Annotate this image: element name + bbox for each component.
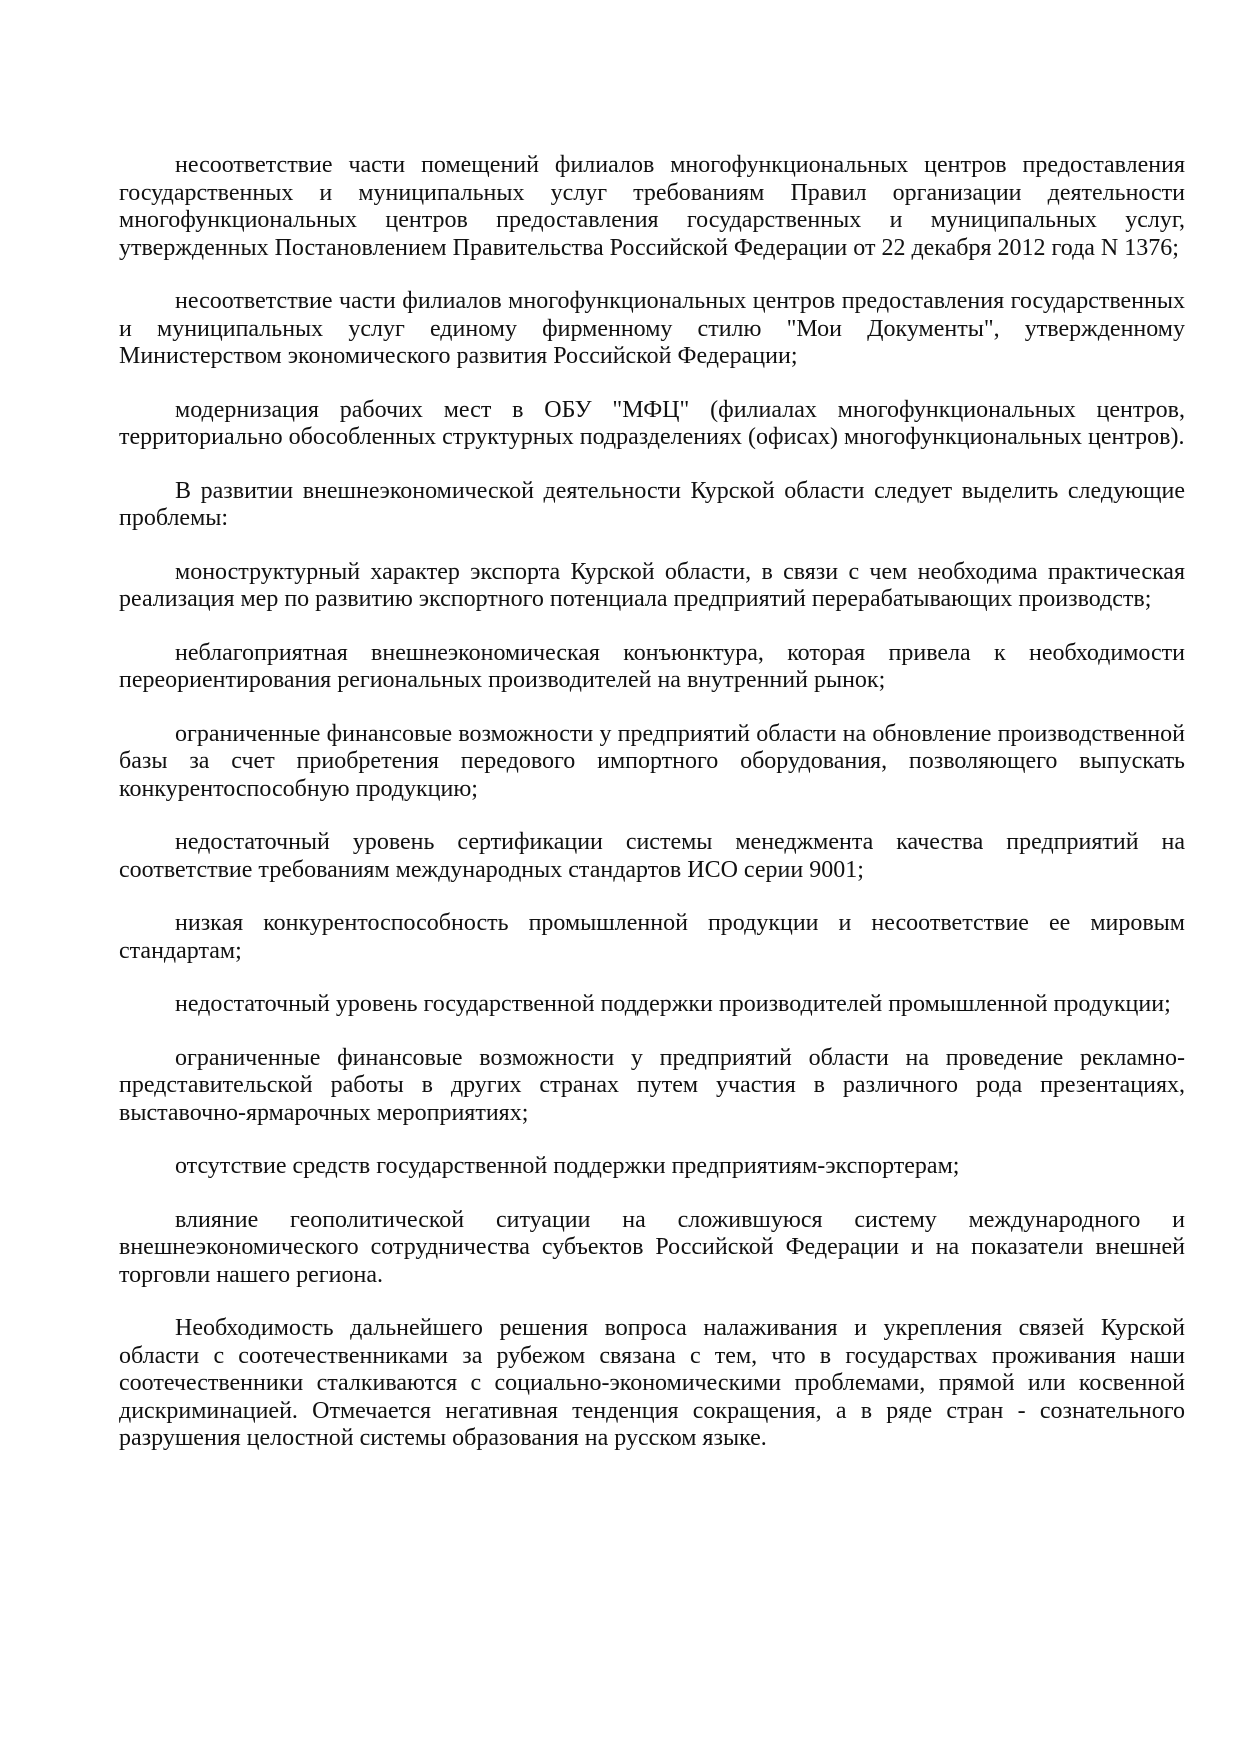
paragraph-limited-finance-promotion: ограниченные финансовые возможности у предприятий области на проведение рекламно-представительской работы в других странах путем участия в различного рода презентациях, выставочно-ярмарочных мероприятиях; [119,1044,1185,1126]
paragraph-certification-level: недостаточный уровень сертификации системы менеджмента качества предприятий на соответствие требованиям международных стандартов ИСО серии 9001; [119,829,1185,883]
paragraph-geopolitical-influence: влияние геополитической ситуации на сложившуюся систему международного и внешнеэкономического сотрудничества субъектов Российской Федерации и на показатели внешней торговли нашего региона. [119,1206,1185,1288]
paragraph-low-competitiveness: низкая конкурентоспособность промышленной продукции и несоответствие ее мировым стандартам; [119,910,1185,964]
paragraph-workplace-modernization: модернизация рабочих мест в ОБУ "МФЦ" (филиалах многофункциональных центров, территориально обособленных структурных подразделениях (офисах) многофункциональных центров). [119,396,1185,450]
paragraph-corporate-style-noncompliance: несоответствие части филиалов многофункциональных центров предоставления государственных и муниципальных услуг единому фирменному стилю "Мои Документы", утвержденному Министерством экономического развития Российской Федерации; [119,288,1185,369]
document-page [119,152,1185,1479]
paragraph-no-exporter-support: отсутствие средств государственной поддержки предприятиям-экспортерам; [175,1153,960,1179]
paragraph-compatriots-abroad: Необходимость дальнейшего решения вопроса налаживания и укрепления связей Курской области с соотечественниками за рубежом связана с тем, что в государствах проживания наши соотечественники сталкиваются с социально-экономическими проблемами, прямой или косвенной дискриминацией. Отмечается негативная тенденция сокращения, а в ряде стран - сознательного разрушения целостной системы образования на русском языке. [119,1315,1185,1451]
paragraph-limited-finance-equipment: ограниченные финансовые возможности у предприятий области на обновление производственной базы за счет приобретения передового импортного оборудования, позволяющего выпускать конкурентоспособную продукцию; [119,720,1185,802]
paragraph-foreign-trade-intro: В развитии внешнеэкономической деятельности Курской области следует выделить следующие проблемы: [119,477,1185,531]
paragraph-unfavorable-conditions: неблагоприятная внешнеэкономическая конъюнктура, которая привела к необходимости переориентирования региональных производителей на внутренний рынок; [119,639,1185,693]
paragraph-premises-noncompliance: несоответствие части помещений филиалов многофункциональных центров предоставления государственных и муниципальных услуг требованиям Правил организации деятельности многофункциональных центров предоставления государственных и муниципальных услуг, утвержденных Постановлением Правительства Российской Федерации от 22 декабря 2012 года N 1376; [119,152,1185,261]
paragraph-insufficient-support: недостаточный уровень государственной поддержки производителей промышленной продукции; [175,991,1171,1017]
paragraph-monostructural-export: моноструктурный характер экспорта Курской области, в связи с чем необходима практическая реализация мер по развитию экспортного потенциала предприятий перерабатывающих производств; [119,558,1185,612]
